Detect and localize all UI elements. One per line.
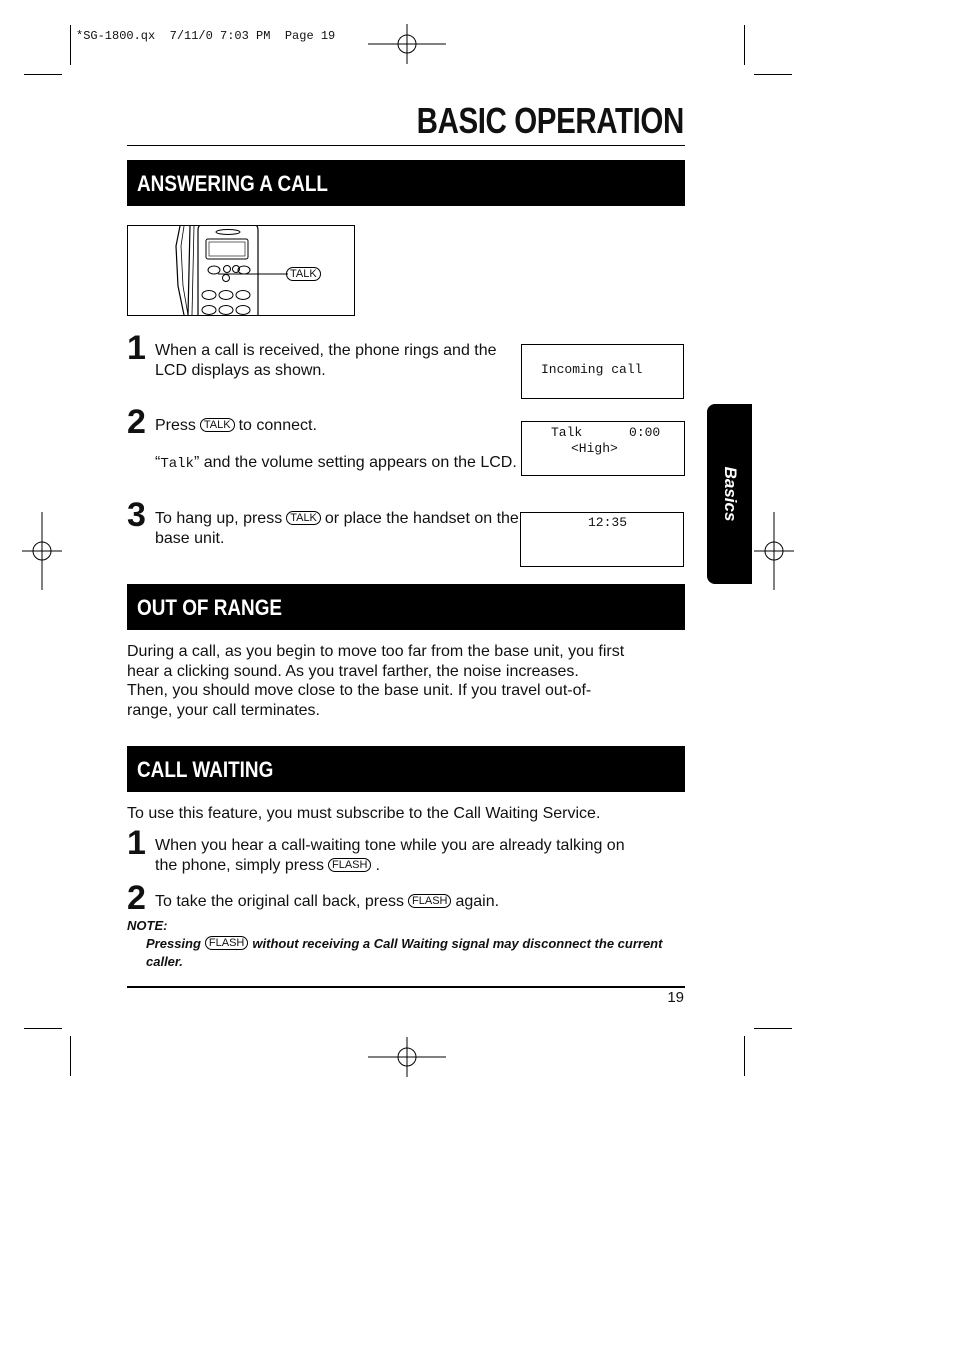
- side-tab-label: Basics: [720, 466, 740, 522]
- step-text-part: to connect.: [238, 417, 317, 434]
- section-heading: ANSWERING A CALL: [137, 171, 328, 196]
- lcd-word: Talk: [160, 456, 194, 472]
- crop-mark: [24, 74, 62, 75]
- paragraph-line: hear a clicking sound. As you travel farther, the noise increases.: [127, 662, 579, 680]
- flash-key: FLASH: [408, 894, 451, 908]
- lcd-text: Incoming call: [541, 362, 643, 377]
- lcd-display: [521, 421, 685, 476]
- step-number: 2: [127, 879, 146, 917]
- title-divider: [127, 145, 685, 146]
- lcd-text: <High>: [571, 441, 618, 456]
- step-text: When a call is received, the phone rings and the LCD displays as shown.: [155, 342, 497, 379]
- page-title: BASIC OPERATION: [416, 100, 684, 141]
- flash-key: FLASH: [205, 936, 248, 950]
- page-number: 19: [667, 989, 684, 1006]
- step-text-part: Press: [155, 417, 196, 434]
- step-text: [155, 453, 525, 474]
- step-number: 1: [127, 824, 146, 862]
- talk-key-label: TALK: [286, 267, 321, 281]
- call-waiting-intro: To use this feature, you must subscribe to the Call Waiting Service.: [127, 805, 601, 822]
- flash-key: FLASH: [328, 858, 371, 872]
- step-number: 2: [127, 403, 146, 441]
- crop-mark: [754, 74, 792, 75]
- step-text: [155, 892, 695, 912]
- print-slug: *SG-1800.qx 7/11/0 7:03 PM Page 19: [76, 29, 336, 43]
- crop-mark: [24, 1028, 62, 1029]
- step-text-part: ” and the volume setting appears on the LCD.: [193, 454, 517, 471]
- step-text-line: When you hear a call-waiting tone while you are already talking on: [155, 837, 625, 854]
- note-text-part: without receiving a Call Waiting signal may disconnect the current caller.: [146, 936, 663, 969]
- lcd-text: Talk 0:00: [551, 425, 661, 440]
- step-text-part: .: [375, 857, 380, 874]
- lcd-display: [520, 512, 684, 567]
- handset-figure: [127, 225, 355, 316]
- step-text-part: or place the handset on the base unit.: [155, 510, 519, 547]
- talk-key: TALK: [200, 418, 235, 432]
- side-tab: [707, 404, 752, 584]
- step-text-part: the phone, simply press: [155, 857, 324, 874]
- note-text: [146, 935, 691, 971]
- crop-mark: [744, 25, 745, 65]
- out-of-range-paragraph: [127, 642, 687, 720]
- crop-mark: [744, 1036, 745, 1076]
- section-heading: CALL WAITING: [137, 757, 274, 782]
- quote-mark: “: [155, 454, 161, 471]
- registration-mark-icon: [368, 24, 446, 64]
- section-header-answering: [127, 160, 685, 206]
- note-label: NOTE:: [127, 918, 168, 933]
- lcd-text: 12:35: [588, 515, 628, 530]
- talk-key: TALK: [286, 511, 321, 525]
- step-text-part: To take the original call back, press: [155, 893, 405, 910]
- crop-mark: [754, 1028, 792, 1029]
- step-text: [155, 836, 695, 876]
- step-text-part: To hang up, press: [155, 510, 283, 527]
- step-text-part: again.: [455, 893, 500, 910]
- registration-mark-icon: [754, 512, 794, 590]
- section-header-out-of-range: [127, 584, 685, 630]
- paragraph-line: range, your call terminates.: [127, 701, 320, 719]
- step-number: 3: [127, 496, 146, 534]
- note-text-part: Pressing: [146, 936, 201, 951]
- registration-mark-icon: [22, 512, 62, 590]
- bottom-divider: [127, 986, 685, 988]
- registration-mark-icon: [368, 1037, 446, 1077]
- section-header-call-waiting: [127, 746, 685, 792]
- crop-mark: [70, 25, 71, 65]
- paragraph-line: Then, you should move close to the base unit. If you travel out-of-: [127, 682, 592, 699]
- lcd-display: [521, 344, 684, 399]
- step-text-line: [155, 856, 695, 876]
- step-text: [155, 416, 525, 436]
- step-number: 1: [127, 329, 146, 367]
- step-text: [155, 509, 520, 549]
- crop-mark: [70, 1036, 71, 1076]
- section-heading: OUT OF RANGE: [137, 595, 283, 620]
- paragraph-line: During a call, as you begin to move too far from the base unit, you first: [127, 643, 625, 660]
